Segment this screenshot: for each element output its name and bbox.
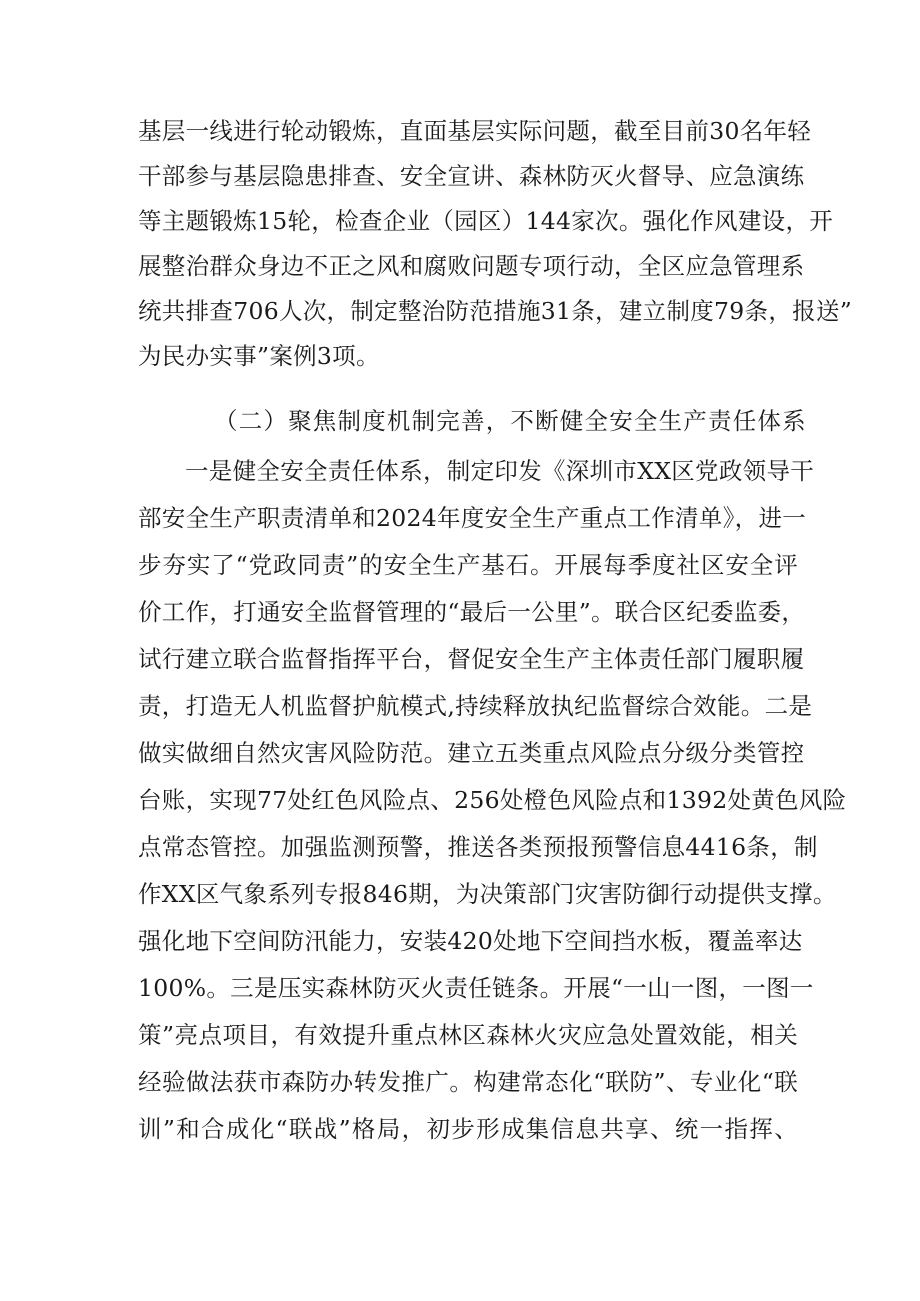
paragraph-2-line-15: 训”和合成化“联战”格局，初步形成集信息共享、统一指挥、 bbox=[138, 1115, 798, 1143]
paragraph-2-line-11: 强化地下空间防汛能力，安装420处地下空间挡水板，覆盖率达 bbox=[138, 927, 803, 955]
section-heading: （二）聚焦制度机制完善，不断健全安全生产责任体系 bbox=[214, 407, 807, 435]
paragraph-2-line-6: 责，打造无人机监督护航模式,持续释放执纪监督综合效能。二是 bbox=[138, 692, 813, 720]
paragraph-1-line-1: 基层一线进行轮动锻炼，直面基层实际问题，截至目前30名年轻 bbox=[138, 117, 812, 145]
paragraph-2-line-9: 点常态管控。加强监测预警，推送各类预报预警信息4416条，制 bbox=[138, 833, 818, 861]
paragraph-1-line-6: 为民办实事”案例3项。 bbox=[138, 342, 380, 370]
paragraph-2-line-2: 部安全生产职责清单和2024年度安全生产重点工作清单》，进一 bbox=[138, 504, 807, 532]
paragraph-1-line-2: 干部参与基层隐患排查、安全宣讲、森林防灭火督导、应急演练 bbox=[138, 162, 805, 190]
paragraph-1-line-3: 等主题锻炼15轮，检查企业（园区）144家次。强化作风建设，开 bbox=[138, 207, 834, 235]
paragraph-2-line-5: 试行建立联合监督指挥平台，督促安全生产主体责任部门履职履 bbox=[138, 645, 805, 673]
paragraph-2-line-14: 经验做法获市森防办转发推广。构建常态化“联防”、专业化“联 bbox=[138, 1068, 798, 1096]
paragraph-2-line-8: 台账，实现77处红色风险点、256处橙色风险点和1392处黄色风险 bbox=[138, 786, 847, 814]
paragraph-2-line-4: 价工作，打通安全监督管理的“最后一公里”。联合区纪委监委， bbox=[138, 598, 806, 626]
paragraph-2-line-1: 一是健全安全责任体系，制定印发《深圳市XX区党政领导干 bbox=[185, 457, 815, 485]
paragraph-1-line-4: 展整治群众身边不正之风和腐败问题专项行动，全区应急管理系 bbox=[138, 252, 805, 280]
paragraph-2-line-12: 100%。三是压实森林防灭火责任链条。开展“一山一图，一图一 bbox=[138, 974, 814, 1002]
paragraph-2-line-3: 步夯实了“党政同责”的安全生产基石。开展每季度社区安全评 bbox=[138, 551, 798, 579]
paragraph-2-line-10: 作XX区气象系列专报846期，为决策部门灾害防御行动提供支撑。 bbox=[138, 880, 837, 908]
paragraph-2-line-13: 策”亮点项目，有效提升重点林区森林火灾应急处置效能，相关 bbox=[138, 1021, 798, 1049]
paragraph-2-line-7: 做实做细自然灾害风险防范。建立五类重点风险点分级分类管控 bbox=[138, 739, 805, 767]
paragraph-1-line-5: 统共排查706人次，制定整治防范措施31条，建立制度79条，报送” bbox=[138, 297, 853, 325]
